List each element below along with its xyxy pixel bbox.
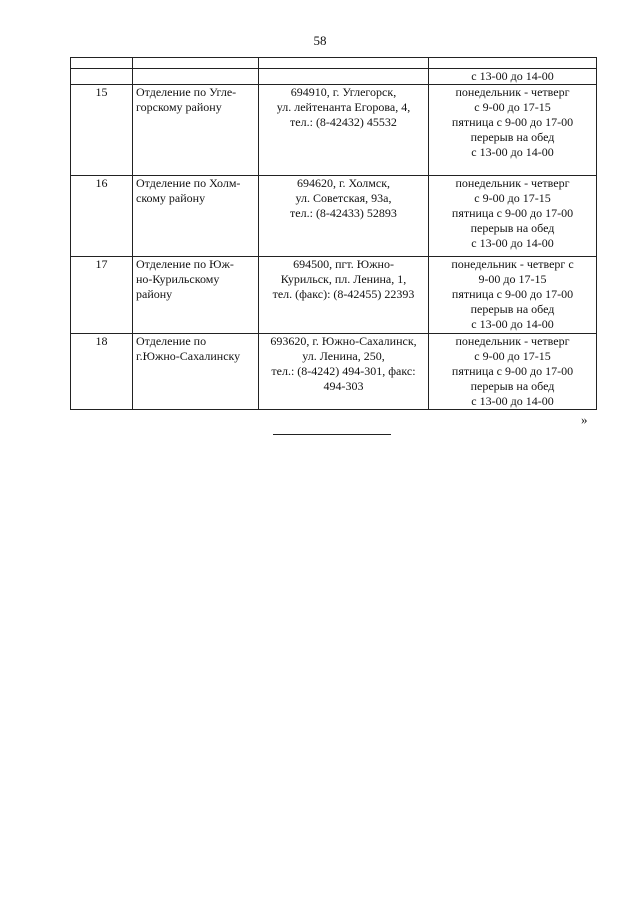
hours-line: понедельник - четверг с [451, 257, 574, 271]
name-line: г.Южно-Сахалинску [136, 349, 241, 363]
continued-row [71, 69, 597, 85]
address-line: тел.: (8-4242) 494-301, факс: [271, 364, 416, 378]
hours-line: перерыв на обед [470, 302, 555, 316]
working-hours [429, 85, 597, 176]
header-cell [71, 58, 133, 69]
working-hours [429, 257, 597, 334]
address-line: Курильск, пл. Ленина, 1, [280, 272, 407, 286]
name-line: Отделение по Угле- [136, 85, 237, 99]
name-line: Отделение по [136, 334, 207, 348]
department-address [259, 85, 429, 176]
hours-line: пятница с 9-00 до 17-00 [451, 115, 574, 129]
department-address [259, 257, 429, 334]
table-row [71, 334, 597, 410]
address-line: ул. Ленина, 250, [302, 349, 385, 363]
row-number: 16 [71, 176, 133, 257]
hours-line: с 9-00 до 17-15 [474, 349, 551, 363]
closing-quote-mark: » [581, 412, 588, 427]
row-number: 17 [71, 257, 133, 334]
hours-line: с 9-00 до 17-15 [474, 100, 551, 114]
continued-hours-cell: с 13-00 до 14-00 [429, 69, 597, 85]
address-line: ул. лейтенанта Егорова, 4, [276, 100, 411, 114]
address-line: тел.: (8-42433) 52893 [290, 206, 397, 220]
address-line: 694910, г. Углегорск, [290, 85, 397, 99]
hours-line: пятница с 9-00 до 17-00 [451, 287, 574, 301]
header-cell [133, 58, 259, 69]
name-line: скому району [136, 191, 206, 205]
department-address [259, 176, 429, 257]
hours-line: пятница с 9-00 до 17-00 [451, 364, 574, 378]
hours-line: перерыв на обед [470, 221, 555, 235]
address-line: 694620, г. Холмск, [296, 176, 391, 190]
department-name [133, 85, 259, 176]
continued-address-cell [259, 69, 429, 85]
address-line: 694500, пгт. Южно- [293, 257, 394, 271]
department-name [133, 176, 259, 257]
hours-line: перерыв на обед [470, 379, 555, 393]
hours-line: с 9-00 до 17-15 [474, 191, 551, 205]
hours-line: с 13-00 до 14-00 [471, 394, 554, 408]
department-address [259, 334, 429, 410]
table-row [71, 85, 597, 176]
working-hours [429, 176, 597, 257]
departments-table [70, 57, 597, 410]
hours-line: понедельник - четверг [455, 85, 570, 99]
hours-line: понедельник - четверг [455, 176, 570, 190]
hours-line: перерыв на обед [470, 130, 555, 144]
continued-num-cell [71, 69, 133, 85]
page-number: 58 [313, 33, 327, 48]
table-header-row [71, 58, 597, 69]
name-line: Отделение по Юж- [136, 257, 234, 271]
address-line: тел.: (8-42432) 45532 [290, 115, 397, 129]
table-row [71, 257, 597, 334]
continued-name-cell [133, 69, 259, 85]
end-divider [273, 434, 391, 435]
hours-line: пятница с 9-00 до 17-00 [451, 206, 574, 220]
address-line: 494-303 [323, 379, 364, 393]
name-line: Отделение по Холм- [136, 176, 241, 190]
name-line: горскому району [136, 100, 222, 114]
row-number: 15 [71, 85, 133, 176]
hours-line: с 13-00 до 14-00 [471, 317, 554, 331]
department-name [133, 257, 259, 334]
address-line: тел. (факс): (8-42455) 22393 [272, 287, 415, 301]
department-name [133, 334, 259, 410]
hours-line: с 13-00 до 14-00 [471, 145, 554, 159]
hours-line: 9-00 до 17-15 [478, 272, 547, 286]
address-line: 693620, г. Южно-Сахалинск, [270, 334, 417, 348]
working-hours [429, 334, 597, 410]
row-number: 18 [71, 334, 133, 410]
name-line: но-Курильскому [136, 272, 220, 286]
table-row [71, 176, 597, 257]
header-cell [259, 58, 429, 69]
hours-line: понедельник - четверг [455, 334, 570, 348]
header-cell [429, 58, 597, 69]
address-line: ул. Советская, 93а, [295, 191, 392, 205]
hours-line: с 13-00 до 14-00 [471, 236, 554, 250]
name-line: району [136, 287, 173, 301]
